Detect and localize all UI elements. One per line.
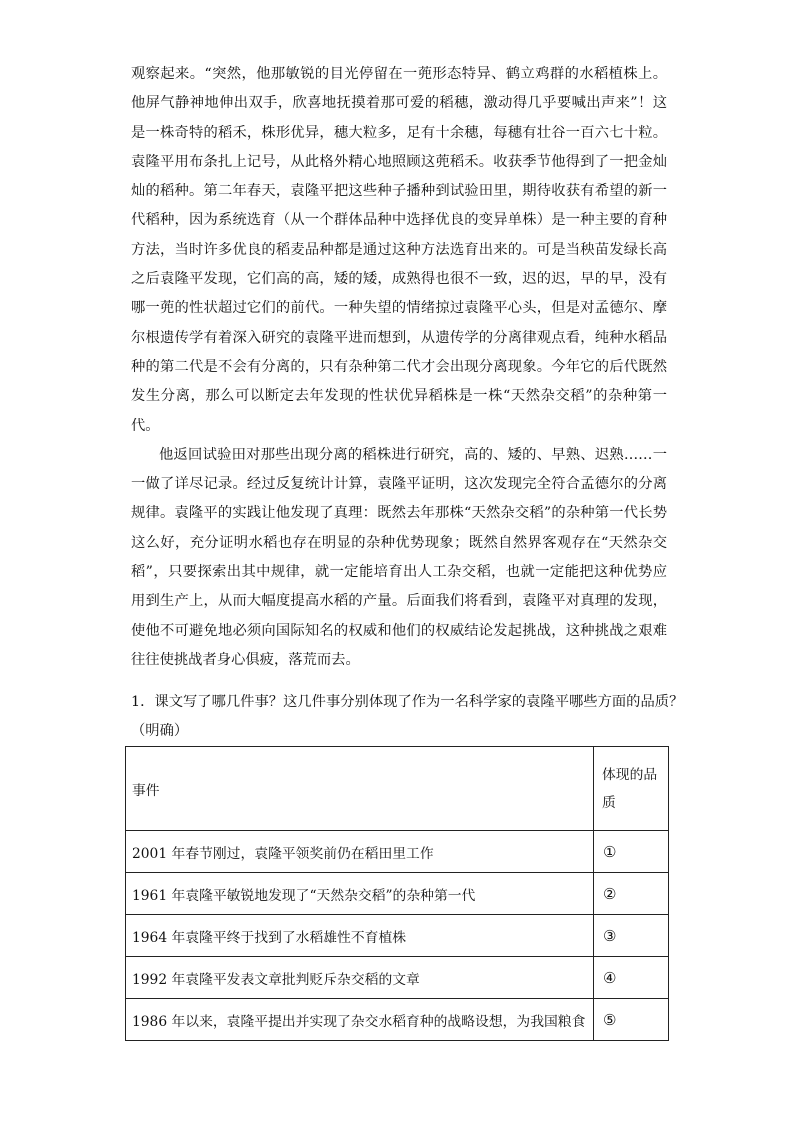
table-row [126, 957, 669, 999]
table-header-row [126, 747, 669, 831]
passage-paragraph-1: 观察起来。“突然，他那敏锐的目光停留在一蔸形态特异、鹤立鸡群的水稻植株上。他屏气静神地伸出双手，欣喜地抚摸着那可爱的稻穗，激动得几乎要喊出声来”！这是一株奇特的稻禾，株形优异，穗大粒多，足有十余穗，每穗有壮谷一百六七十粒。袁隆平用布条扎上记号，从此格外精心地照顾这蔸稻禾。收获季节他得到了一把金灿灿的稻种。第二年春天，袁隆平把这些种子播种到试验田里，期待收获有希望的新一代稻种，因为系统选育（从一个群体品种中选择优良的变异单株）是一种主要的育种方法，当时许多优良的稻麦品种都是通过这种方法选育出来的。可是当秧苗发绿长高之后袁隆平发现，它们高的高，矮的矮，成熟得也很不一致，迟的迟，早的早，没有哪一蔸的性状超过它们的前代。一种失望的情绪掠过袁隆平心头，但是对孟德尔、摩尔根遗传学有着深入研究的袁隆平进而想到，从遗传学的分离律观点看，纯种水稻品种的第二代是不会有分离的，只有杂种第二代才会出现分离现象。今年它的后代既然发生分离，那么可以断定去年发现的性状优异稻株是一株“天然杂交稻”的杂种第一代。 [131, 66, 667, 434]
event-cell: 2001 年春节刚过，袁隆平领奖前仍在稻田里工作 [126, 831, 594, 873]
events-table [125, 746, 669, 1041]
quality-cell: ③ [594, 915, 669, 957]
header-quality: 体现的品质 [594, 747, 669, 831]
table-row [126, 915, 669, 957]
quality-cell: ① [594, 831, 669, 873]
question-1: 1．课文写了哪几件事？这几件事分别体现了作为一名科学家的袁隆平哪些方面的品质？（明确） [131, 694, 684, 739]
event-cell: 1986 年以来，袁隆平提出并实现了杂交水稻育种的战略设想，为我国粮食 [126, 999, 594, 1041]
passage [131, 60, 667, 675]
event-cell: 1961 年袁隆平敏锐地发现了“天然杂交稻”的杂种第一代 [126, 873, 594, 915]
quality-cell: ④ [594, 957, 669, 999]
passage-paragraph-2: 他返回试验田对那些出现分离的稻株进行研究，高的、矮的、早熟、迟熟……一一做了详尽记录。经过反复统计计算，袁隆平证明，这次发现完全符合孟德尔的分离规律。袁隆平的实践让他发现了真理：既然去年那株“天然杂交稻”的杂种第一代长势这么好，充分证明水稻也存在明显的杂种优势现象；既然自然界客观存在“天然杂交稻”，只要探索出其中规律，就一定能培育出人工杂交稻，也就一定能把这种优势应用到生产上，从而大幅度提高水稻的产量。后面我们将看到，袁隆平对真理的发现，使他不可避免地必须向国际知名的权威和他们的权威结论发起挑战，这种挑战之艰难往往使挑战者身心俱疲，落荒而去。 [131, 446, 667, 668]
event-cell: 1964 年袁隆平终于找到了水稻雄性不育植株 [126, 915, 594, 957]
quality-cell: ② [594, 873, 669, 915]
header-event: 事件 [126, 747, 594, 831]
table-row [126, 831, 669, 873]
quality-cell: ⑤ [594, 999, 669, 1041]
table-row [126, 873, 669, 915]
table-row [126, 999, 669, 1041]
event-cell: 1992 年袁隆平发表文章批判贬斥杂交稻的文章 [126, 957, 594, 999]
